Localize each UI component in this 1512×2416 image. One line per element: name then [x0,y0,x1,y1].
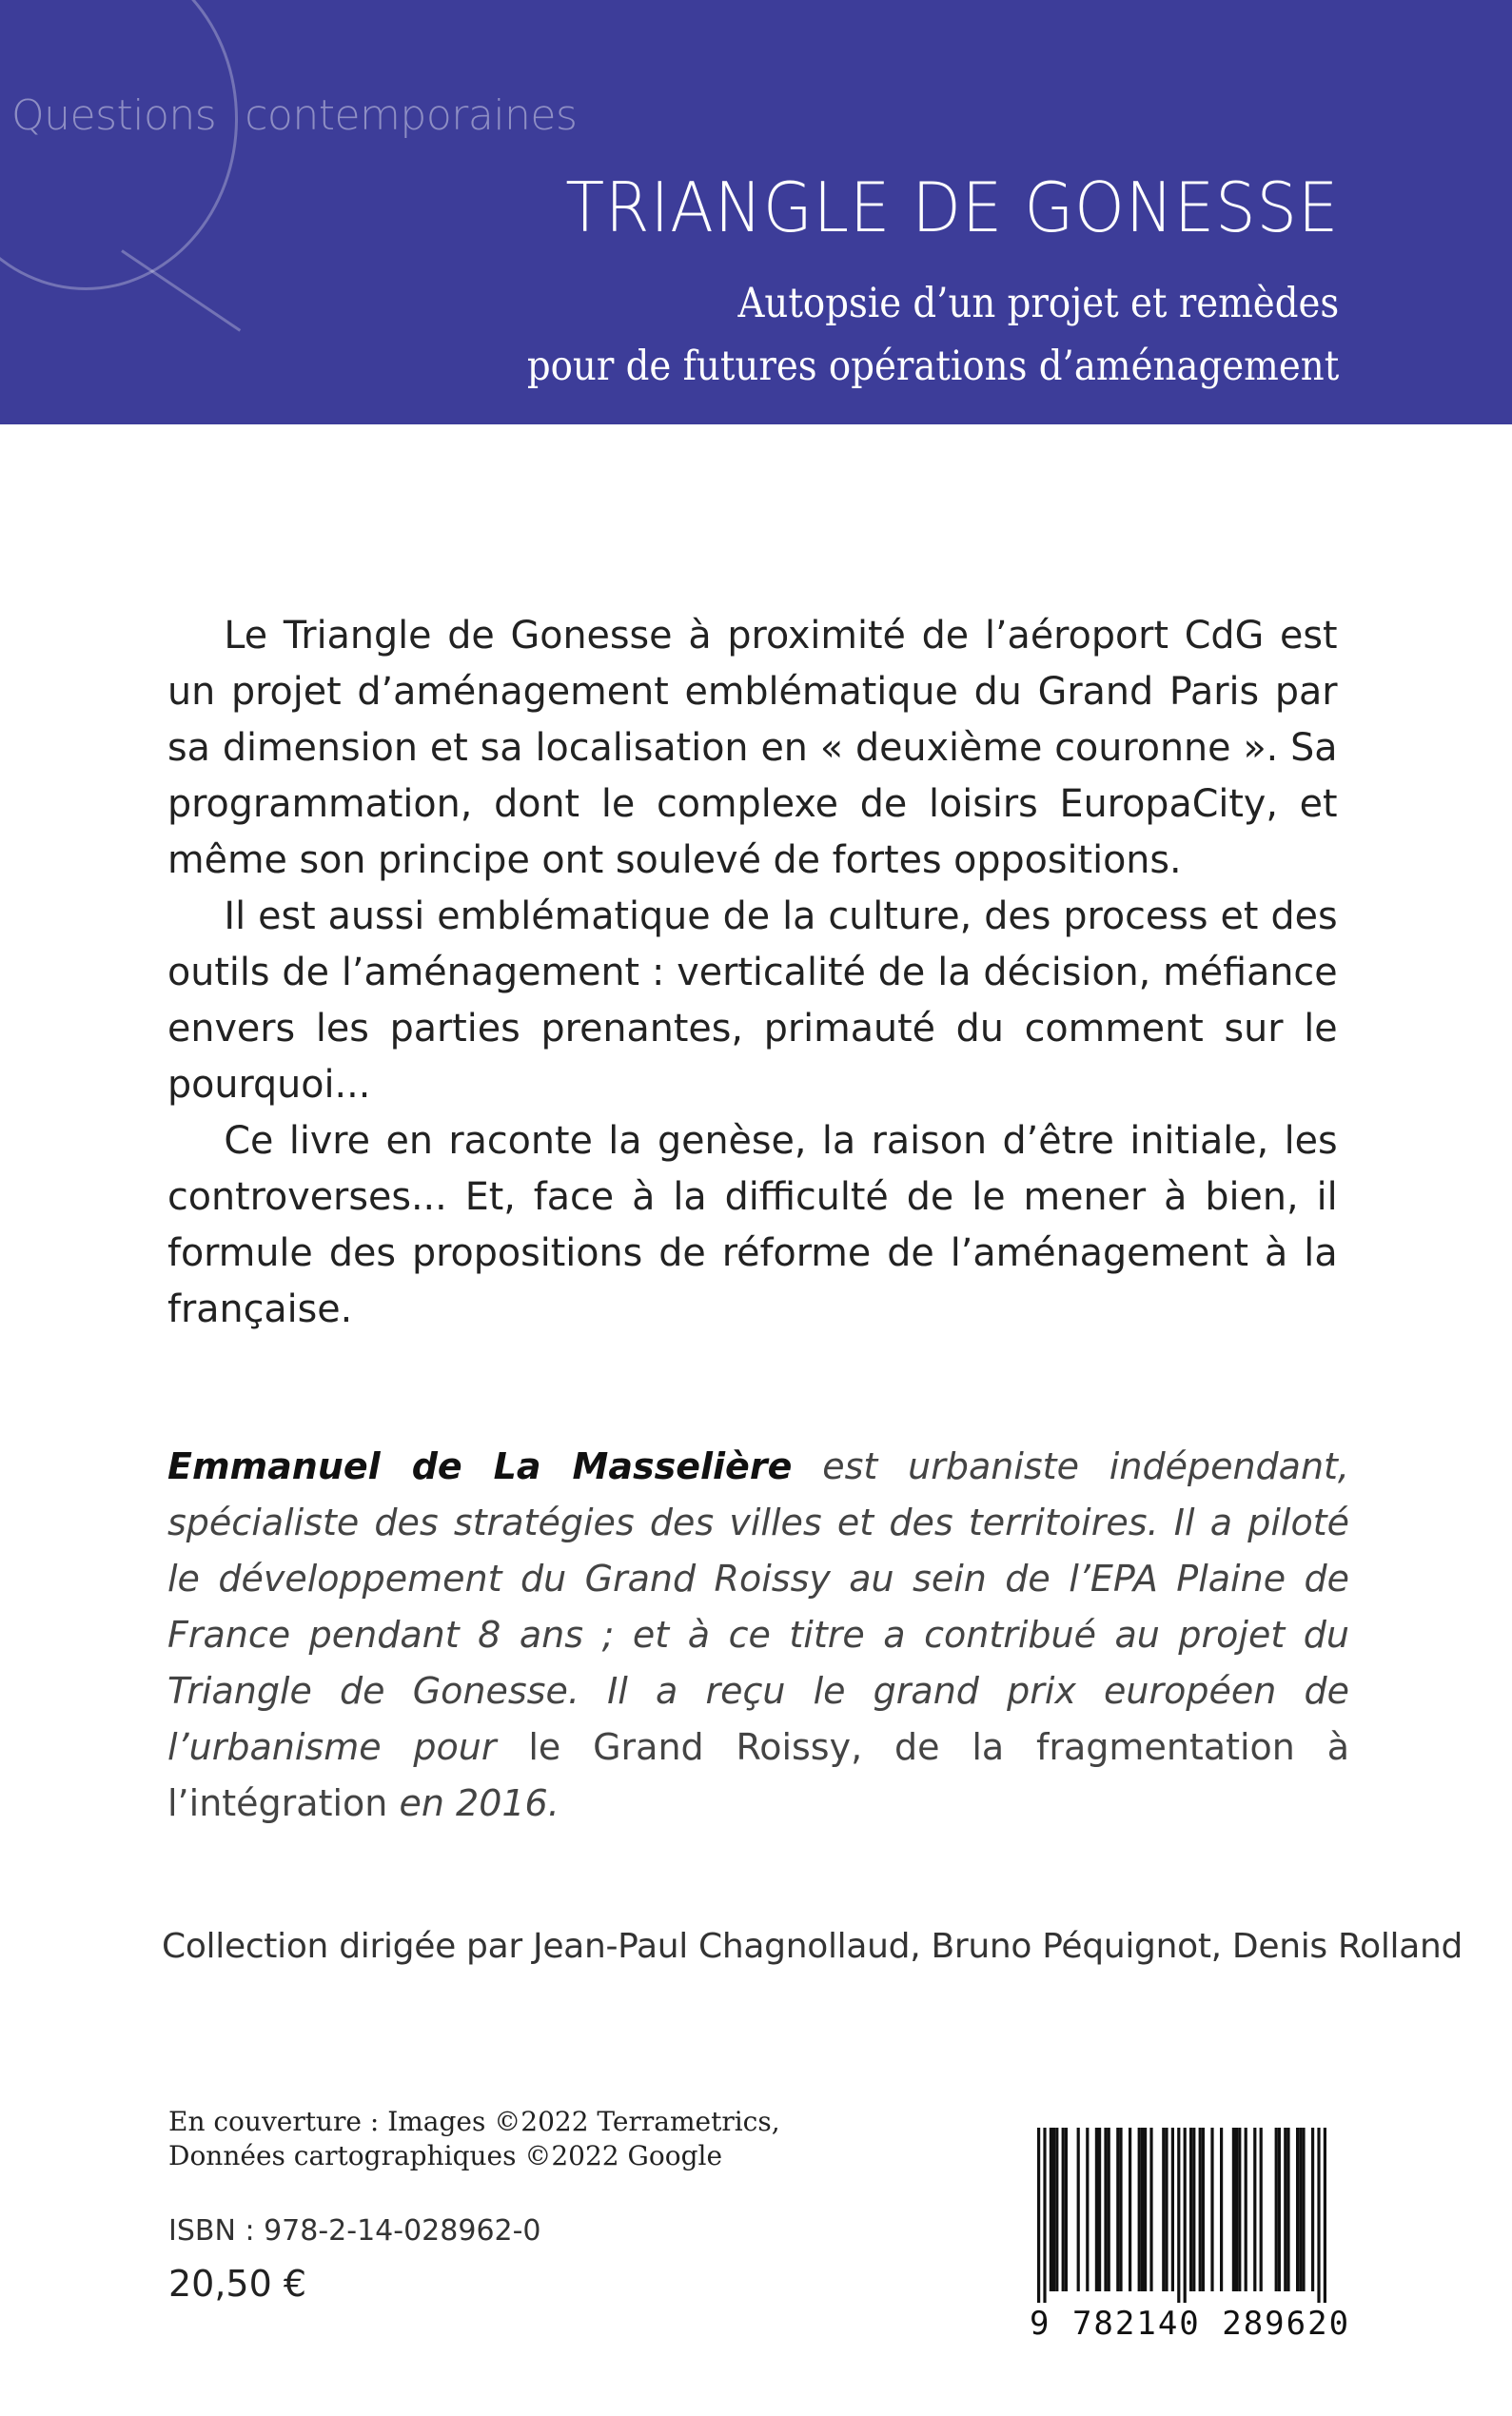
credits-line-1: En couverture : Images ©2022 Terrametrics, [168,2106,780,2137]
barcode-bar [1043,2128,1046,2303]
barcode-bar [1253,2128,1256,2291]
barcode-bar [1286,2128,1289,2291]
blurb-paragraph-1: Le Triangle de Gonesse à proximité de l’aéroport CdG est un projet d’aménagement emblématique du Grand Paris par sa dimension et sa localisation en « deuxième couronne ». Sa programmation, dont le complexe de loisirs EuropaCity, et même son principe ont soulevé de fortes oppositions. [167,614,1338,882]
back-cover-blurb [167,608,1349,1338]
barcode-bar [1210,2128,1213,2291]
book-title: TRIANGLE DE GONESSE [565,167,1339,247]
series-word-questions: Questions [11,91,217,140]
blurb-paragraph-2: Il est aussi emblématique de la culture, des process et des outils de l’aménagement : verticalité de la décision, méfiance envers les parties prenantes, primauté du comment sur le pourquoi... [167,894,1338,1107]
barcode-bar [1192,2128,1195,2291]
barcode-bar [1245,2128,1247,2291]
barcode-bar [1311,2128,1314,2291]
barcode-bar [1260,2128,1263,2291]
barcode-bar [1055,2128,1058,2291]
barcode-bar [1202,2128,1205,2291]
barcode-bar [1050,2128,1052,2291]
barcode-bar [1324,2128,1326,2303]
barcode-bar [1108,2128,1110,2291]
barcode-bar [1037,2128,1040,2303]
barcode-bar [1199,2128,1202,2291]
barcode-bar [1095,2128,1098,2291]
barcode-bar [1129,2128,1131,2291]
barcode-bar [1052,2128,1055,2291]
price: 20,50 € [168,2263,307,2305]
barcode-bar [1165,2128,1168,2291]
barcode-bar [1189,2128,1192,2291]
barcode-bar [1141,2128,1144,2291]
book-subtitle [437,272,1339,398]
collection-directors: Collection dirigée par Jean-Paul Chagnollaud, Bruno Péquignot, Denis Rolland [162,1927,1463,1966]
barcode-bar [1138,2128,1141,2291]
cover-header-band [0,0,1512,424]
author-name: Emmanuel de La Masselière [167,1445,793,1487]
award-title: le Grand Roissy, de la fragmentation à l’intégration [167,1726,1349,1824]
isbn: ISBN : 978-2-14-028962-0 [168,2214,541,2248]
barcode-digits: 9 782140 289620 [1030,2305,1351,2343]
barcode-bar [1296,2128,1299,2291]
series-q-logo-icon [0,0,238,290]
author-bio-end: en 2016. [387,1782,560,1824]
barcode-bar [1149,2128,1152,2291]
barcode [1030,2124,1351,2343]
barcode-bar [1104,2128,1107,2291]
barcode-bar [1062,2128,1065,2291]
barcode-bar [1065,2128,1068,2291]
barcode-bar [1278,2128,1281,2291]
barcode-bar [1235,2128,1238,2291]
subtitle-line-2: pour de futures opérations d’aménagement [526,343,1339,390]
barcode-bar [1299,2128,1302,2291]
barcode-bar [1275,2128,1278,2291]
credits-line-2: Données cartographiques ©2022 Google [168,2140,723,2171]
series-name [11,91,577,140]
barcode-bar [1162,2128,1165,2291]
barcode-bar [1177,2128,1180,2303]
barcode-bar [1317,2128,1320,2303]
cover-credits [168,2105,780,2173]
barcode-bars-icon [1030,2124,1336,2303]
barcode-bar [1238,2128,1241,2291]
barcode-bar [1144,2128,1147,2291]
series-word-contemporaines: contemporaines [245,91,578,140]
series-q-logo-tail [121,249,241,331]
barcode-bar [1284,2128,1286,2291]
barcode-bar [1220,2128,1223,2291]
barcode-bar [1119,2128,1122,2291]
subtitle-line-1: Autopsie d’un projet et remèdes [737,280,1339,327]
barcode-bar [1302,2128,1305,2291]
barcode-bar [1077,2128,1080,2291]
barcode-bar [1098,2128,1101,2291]
author-bio [167,1439,1349,1832]
barcode-bar [1184,2128,1187,2303]
barcode-bar [1116,2128,1119,2291]
barcode-bar [1086,2128,1089,2291]
barcode-bar [1171,2128,1174,2291]
author-bio-text: est urbaniste indépendant, spécialiste des stratégies des villes et des territoires. Il a piloté le développement du Grand Roissy au sein de l’EPA Plaine de France pendant 8 ans ; et à ce titre a contribué au projet du Triangle de Gonesse. Il a reçu le grand prix européen de l’urbanisme pour [167,1445,1350,1768]
barcode-bar [1232,2128,1235,2291]
blurb-paragraph-3: Ce livre en raconte la genèse, la raison d’être initiale, les controverses... Et, face à la difficulté de le mener à bien, il formule des propositions de réforme de l’aménagement à la française. [167,1119,1338,1331]
